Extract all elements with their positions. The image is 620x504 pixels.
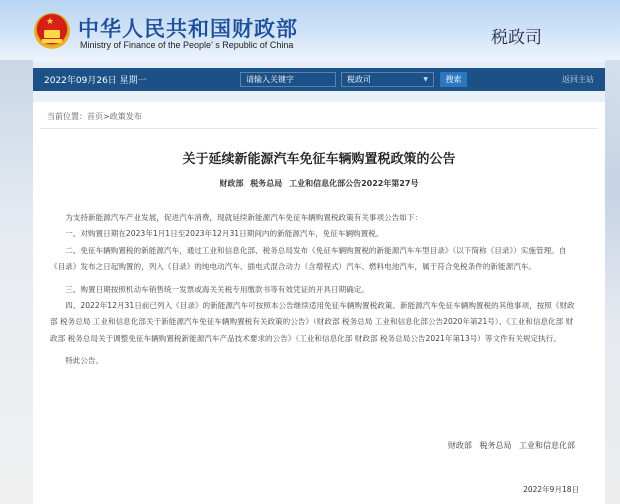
breadcrumb-current[interactable]: 政策发布 [109, 112, 142, 121]
breadcrumb [47, 111, 142, 122]
paragraph-4: 四、2022年12月31日前已列入《目录》的新能源汽车可按照本公告继续适用免征车辆购置税政策。新能源汽车免征车辆购置税的其他事项，按照《财政部 税务总局 工业和信息化部关于新能源汽车免征车辆购置税有关政策的公告》（财政部 税务总局 工业和信息化部公告2020年第21号）、《工业和信息化部 财政部 税务总局关于调整免征车辆购置税新能源汽车产品技术要求的公告》（工业和信息化部 财政部 税务总局公告2021年第13号）等文件有关规定执行。 [50, 301, 575, 343]
breadcrumb-label: 当前位置： [47, 112, 87, 121]
site-title-cn[interactable]: 中华人民共和国财政部 [78, 17, 298, 41]
return-home-link[interactable]: 返回主站 [562, 75, 594, 84]
site-header [0, 0, 620, 62]
scope-select-value: 税政司 [347, 75, 371, 84]
search-button[interactable]: 搜索 [440, 72, 467, 87]
national-emblem-icon: ★ [34, 13, 70, 49]
closing-text: 特此公告。 [65, 356, 104, 366]
document-body [50, 210, 575, 370]
background-right [605, 60, 620, 504]
current-date: 2022年09月26日 星期一 [44, 76, 147, 86]
paragraph-2: 二、免征车辆购置税的新能源汽车，通过工业和信息化部、税务总局发布《免征车辆购置税的新能源汽车车型目录》（以下简称《目录》）实施管理。自《目录》发布之日起购置的，列入《目录》的纯电动汽车、插电式混合动力（含增程式）汽车、燃料电池汽车，属于符合免税条件的新能源汽车。 [50, 245, 567, 272]
background-left [0, 60, 33, 504]
document-subtitle: 财政部 税务总局 工业和信息化部公告2022年第27号 [219, 179, 419, 188]
paragraph-intro: 为支持新能源汽车产业发展，促进汽车消费，现就延续新能源汽车免征车辆购置税政策有关事项公告如下： [65, 213, 423, 222]
signatories: 财政部 税务总局 工业和信息化部 [447, 441, 575, 450]
top-navbar [33, 68, 605, 91]
site-title-en: Ministry of Finance of the People' s Republic of China [80, 40, 294, 50]
chevron-down-icon: ▼ [423, 76, 428, 83]
document-title: 关于延续新能源汽车免征车辆购置税政策的公告 [182, 152, 456, 167]
paragraph-1: 一、对购置日期在2023年1月1日至2023年12月31日期间内的新能源汽车，免征车辆购置税。 [65, 229, 384, 239]
department-name: 税政司 [491, 28, 542, 48]
breadcrumb-home[interactable]: 首页 [87, 112, 103, 121]
paragraph-3: 三、购置日期按照机动车销售统一发票或海关关税专用缴款书等有效凭证的开具日期确定。 [65, 284, 369, 294]
scope-select[interactable] [341, 72, 434, 87]
document-date: 2022年9月18日 [523, 485, 579, 494]
content-panel [33, 102, 605, 504]
breadcrumb-separator: > [103, 112, 110, 121]
search-input[interactable]: 请输入关键字 [240, 72, 336, 87]
divider [40, 128, 598, 129]
